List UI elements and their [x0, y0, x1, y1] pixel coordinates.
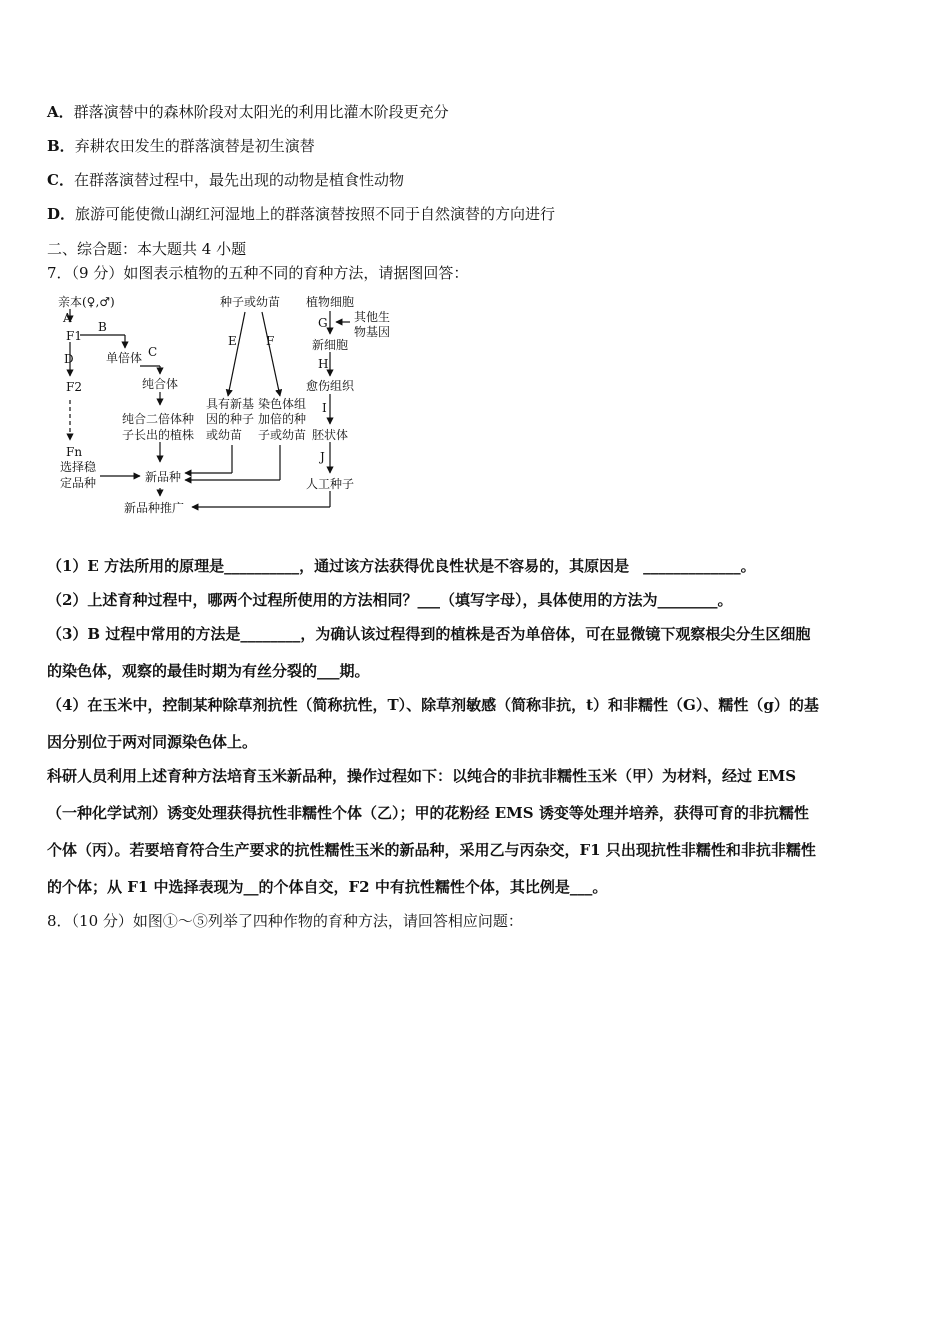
diagram-label-i: I	[322, 401, 327, 415]
diagram-select-2: 定品种	[60, 476, 97, 490]
diagram-f1: F1	[66, 329, 82, 343]
q7-sub4-a: （4）在玉米中，控制某种除草剂抗性（简称抗性，T）、除草剂敏感（简称非抗，t）和非糯性（G）、糯性（g）的基	[47, 696, 819, 714]
option-b-text: 弃耕农田发生的群落演替是初生演替	[74, 137, 315, 155]
q7-para-3: 个体（丙）。若要培育符合生产要求的抗性糯性玉米的新品种，采用乙与丙杂交，F1 只出现抗性非糯性和非抗非糯性	[47, 841, 816, 859]
option-a-key: A．	[47, 103, 74, 121]
option-c-text: 在群落演替过程中，最先出现的动物是植食性动物	[73, 171, 404, 189]
breeding-diagram	[0, 0, 950, 530]
diagram-label-e: E	[228, 334, 237, 348]
diagram-pure2-1: 纯合二倍体种	[122, 412, 195, 426]
diagram-callus: 愈伤组织	[306, 379, 355, 393]
diagram-seed: 种子或幼苗	[220, 295, 281, 309]
q7-sub1-a: （1）E 方法所用的原理是__________，通过该方法获得优良性状是不容易的，其原因是	[47, 557, 630, 575]
q7-sub1	[47, 556, 756, 576]
diagram-select-1: 选择稳	[60, 460, 97, 474]
q7-para-1: 科研人员利用上述育种方法培育玉米新品种，操作过程如下：以纯合的非抗非糯性玉米（甲）为材料，经过 EMS	[47, 767, 797, 785]
q7-sub3-a: （3）B 过程中常用的方法是________，为确认该过程得到的植株是否为单倍体，可在显微镜下观察根尖分生区细胞	[47, 625, 811, 643]
option-d-text: 旅游可能使微山湖红河湿地上的群落演替按照不同于自然演替的方向进行	[75, 205, 556, 223]
diagram-label-h: H	[318, 357, 329, 371]
diagram-label-j: J	[320, 450, 325, 464]
diagram-other-2: 物基因	[354, 325, 391, 339]
q8-stem: 8．（10 分）如图①～⑤列举了四种作物的育种方法，请回答相应问题：	[47, 912, 523, 930]
section-title: 二、综合题：本大题共 4 小题	[47, 240, 247, 258]
diagram-f2: F2	[66, 380, 82, 394]
diagram-label-g: G	[318, 316, 328, 330]
diagram-other-1: 其他生	[354, 310, 391, 324]
diagram-label-f: F	[266, 334, 275, 348]
diagram-double-1: 染色体组	[258, 397, 307, 411]
diagram-new-variety: 新品种	[145, 470, 182, 484]
option-b-key: B．	[47, 137, 75, 155]
option-a-text: 群落演替中的森林阶段对太阳光的利用比灌木阶段更充分	[73, 103, 449, 121]
diagram-artificial-seed: 人工种子	[306, 477, 355, 491]
diagram-pure2-2: 子长出的植株	[122, 428, 195, 442]
diagram-label-b: B	[98, 320, 107, 334]
diagram-pure: 纯合体	[142, 377, 179, 391]
diagram-double-3: 子或幼苗	[258, 428, 307, 442]
q7-sub1-b: _____________。	[643, 557, 756, 575]
diagram-newgene-1: 具有新基	[206, 397, 255, 411]
option-d-key: D．	[47, 205, 76, 223]
diagram-newgene-3: 或幼苗	[206, 428, 243, 442]
diagram-double-2: 加倍的种	[258, 412, 307, 426]
diagram-new-cell: 新细胞	[312, 338, 349, 352]
diagram-embryo: 胚状体	[312, 428, 349, 442]
option-c-key: C．	[47, 171, 74, 189]
q7-para-4: 的个体；从 F1 中选择表现为__的个体自交，F2 中有抗性糯性个体，其比例是___。	[47, 878, 608, 896]
diagram-parent: 亲本(♀,♂)	[58, 295, 115, 309]
diagram-haploid: 单倍体	[106, 351, 143, 365]
q7-para-2: （一种化学试剂）诱变处理获得抗性非糯性个体（乙）；甲的花粉经 EMS 诱变等处理并培养，获得可育的非抗糯性	[47, 804, 809, 822]
q7-sub2: （2）上述育种过程中，哪两个过程所使用的方法相同？___（填写字母），具体使用的方法为________。	[47, 591, 733, 609]
diagram-label-c: C	[148, 345, 158, 359]
q7-sub4-b: 因分别位于两对同源染色体上。	[47, 733, 258, 751]
diagram-label-d: D	[64, 352, 74, 366]
diagram-newgene-2: 因的种子	[206, 412, 255, 426]
diagram-label-a: A	[63, 311, 72, 325]
q7-sub3-b: 的染色体，观察的最佳时期为有丝分裂的___期。	[47, 662, 370, 680]
diagram-promote: 新品种推广	[124, 501, 185, 515]
diagram-plant-cell: 植物细胞	[306, 295, 355, 309]
q7-stem: 7．（9 分）如图表示植物的五种不同的育种方法，请据图回答：	[47, 264, 469, 282]
diagram-fn: Fn	[66, 445, 83, 459]
